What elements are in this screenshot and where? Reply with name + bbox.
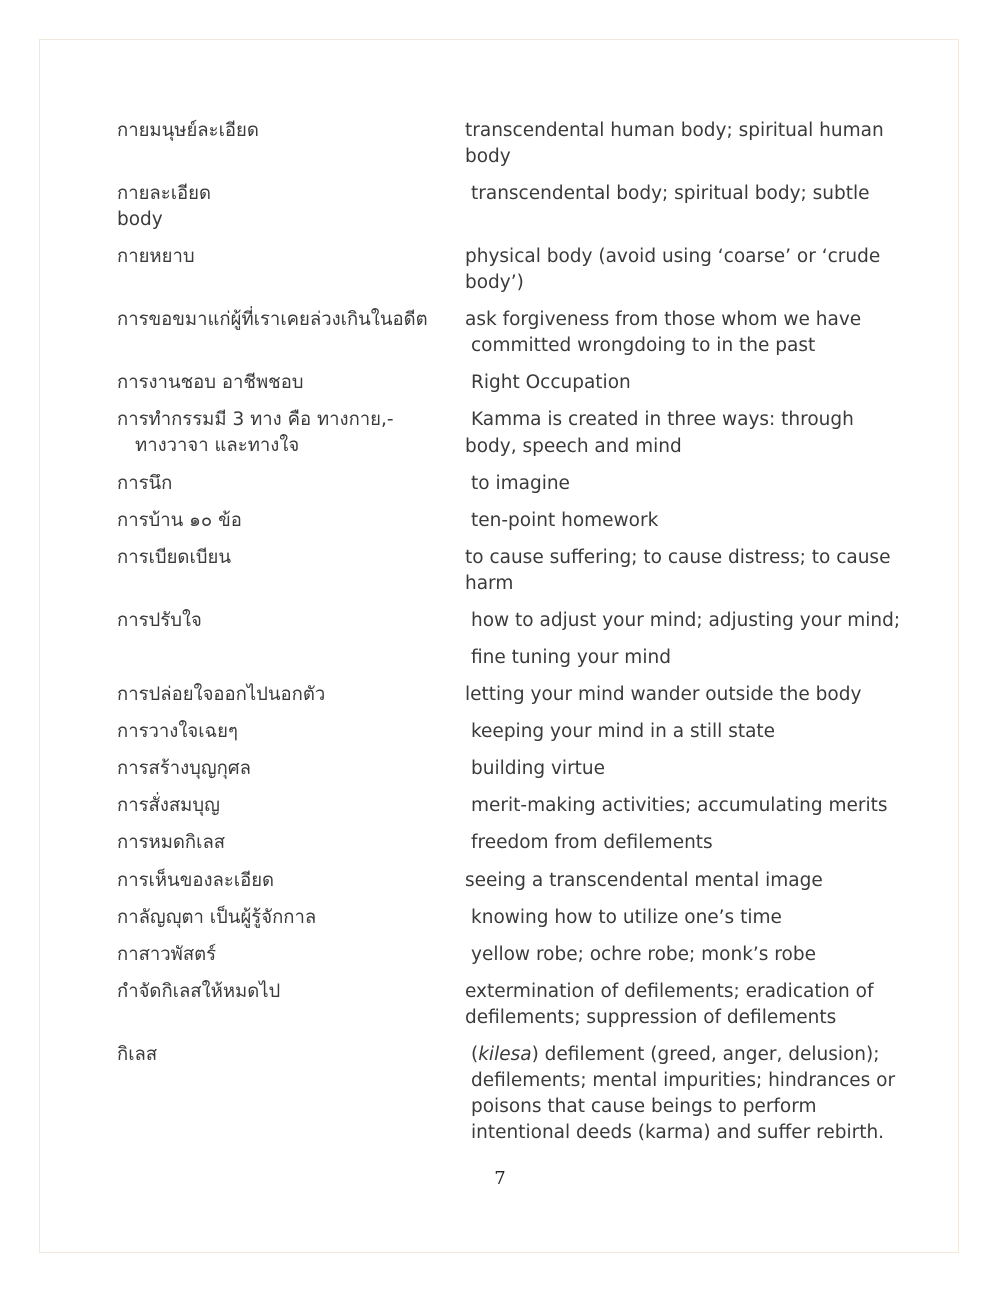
english-definition: ask forgiveness from those whom we have: [465, 309, 862, 330]
thai-term: กายละเอียด: [117, 183, 211, 204]
english-definition: Right Occupation: [471, 372, 631, 393]
english-definition: ten-point homework: [471, 510, 659, 531]
english-definition: extermination of defilements; eradication of: [465, 981, 874, 1002]
english-definition: body, speech and mind: [465, 436, 682, 457]
english-definition: defilements; mental impurities; hindrances or: [471, 1070, 896, 1091]
thai-term: การขอขมาแก่ผู้ที่เราเคยล่วงเกินในอดีต: [117, 309, 428, 330]
english-definition: to imagine: [471, 473, 570, 494]
thai-term: การหมดกิเลส: [117, 832, 226, 853]
english-definition: physical body (avoid using ‘coarse’ or ‘crude: [465, 246, 881, 267]
english-definition: committed wrongdoing to in the past: [471, 335, 816, 356]
english-definition: letting your mind wander outside the body: [465, 684, 862, 705]
thai-term: การสั่งสมบุญ: [117, 795, 220, 816]
thai-term: การปรับใจ: [117, 610, 202, 631]
pali-term: kilesa: [478, 1044, 532, 1065]
thai-term: การทำกรรมมี 3 ทาง คือ ทางกาย,-: [117, 409, 394, 430]
thai-term: การนึก: [117, 473, 173, 494]
thai-term: กำจัดกิเลสให้หมดไป: [117, 981, 281, 1002]
thai-term-continuation: ทางวาจา และทางใจ: [135, 435, 300, 456]
english-definition: body’): [465, 272, 524, 293]
english-definition: freedom from defilements: [471, 832, 713, 853]
thai-term: กายมนุษย์ละเอียด: [117, 120, 259, 141]
english-definition: fine tuning your mind: [471, 647, 671, 668]
english-definition: body: [465, 146, 511, 167]
english-definition: Kamma is created in three ways: through: [471, 409, 854, 430]
english-definition: seeing a transcendental mental image: [465, 870, 823, 891]
english-definition: intentional deeds (karma) and suffer rebirth.: [471, 1122, 885, 1143]
thai-term: กายหยาบ: [117, 246, 195, 267]
thai-term: การบ้าน ๑๐ ข้อ: [117, 510, 242, 531]
english-definition: to cause suffering; to cause distress; to cause: [465, 547, 891, 568]
thai-term: การปล่อยใจออกไปนอกตัว: [117, 684, 326, 705]
page-number: 7: [494, 1168, 506, 1189]
english-definition: poisons that cause beings to perform: [471, 1096, 817, 1117]
english-definition: knowing how to utilize one’s time: [471, 907, 782, 928]
thai-term: การเบียดเบียน: [117, 547, 231, 568]
thai-term: กิเลส: [117, 1044, 158, 1065]
english-definition: yellow robe; ochre robe; monk’s robe: [471, 944, 816, 965]
thai-term-continuation: body: [117, 209, 163, 230]
english-definition: keeping your mind in a still state: [471, 721, 776, 742]
english-definition: transcendental body; spiritual body; subtle: [471, 183, 870, 204]
thai-term: การวางใจเฉยๆ: [117, 721, 238, 742]
english-definition: how to adjust your mind; adjusting your mind;: [471, 610, 901, 631]
english-definition: transcendental human body; spiritual human: [465, 120, 884, 141]
english-definition: harm: [465, 573, 514, 594]
english-definition: (kilesa) defilement (greed, anger, delusion);: [471, 1044, 880, 1065]
thai-term: การสร้างบุญกุศล: [117, 758, 251, 779]
thai-term: การงานชอบ อาชีพชอบ: [117, 372, 304, 393]
thai-term: การเห็นของละเอียด: [117, 870, 275, 891]
english-definition: building virtue: [471, 758, 606, 779]
english-definition: merit-making activities; accumulating merits: [471, 795, 888, 816]
thai-term: กาลัญญุตา เป็นผู้รู้จักกาล: [117, 907, 317, 928]
thai-term: กาสาวพัสตร์: [117, 944, 217, 965]
english-definition: defilements; suppression of defilements: [465, 1007, 837, 1028]
